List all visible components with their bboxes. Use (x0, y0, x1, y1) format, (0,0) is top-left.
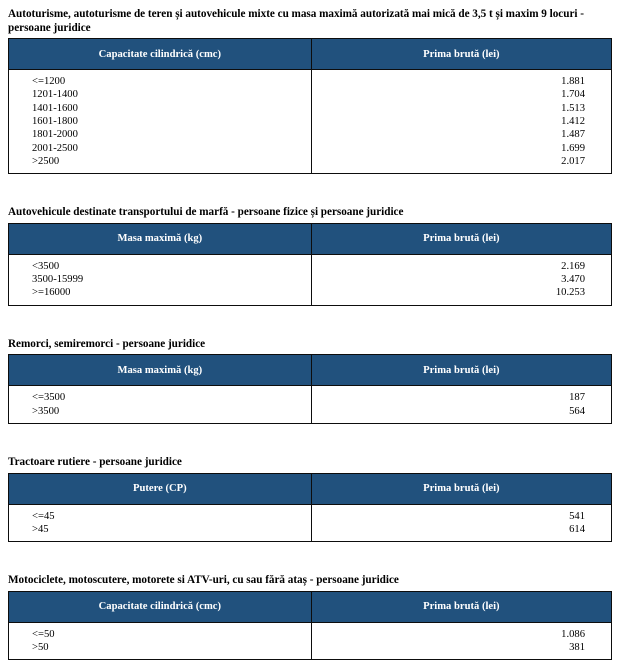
rate-section-freight-vehicles (0, 206, 620, 305)
premium-value: 564 (569, 405, 585, 417)
premium-value: 2.017 (561, 155, 585, 167)
table-row (9, 622, 612, 660)
section-spacer (0, 542, 620, 574)
premium-value: 614 (569, 523, 585, 535)
rate-table (8, 473, 612, 543)
top-spacer (0, 0, 620, 8)
criterion-value: <=3500 (32, 392, 66, 404)
section-spacer (0, 424, 620, 456)
criterion-value: >45 (32, 523, 49, 535)
premium-value: 381 (569, 642, 585, 654)
premium-cell-group (311, 504, 611, 542)
premium-value: 3.470 (561, 274, 585, 286)
table-row (9, 386, 612, 424)
column-header-premium: Prima brută (lei) (311, 473, 611, 504)
premium-value: 1.086 (561, 628, 585, 640)
premium-value: 1.704 (561, 89, 585, 101)
section-title: Remorci, semiremorci - persoane juridice (8, 337, 206, 350)
criterion-value: <=50 (32, 628, 55, 640)
section-spacer (0, 306, 620, 338)
rate-table (8, 38, 612, 174)
column-header-premium: Prima brută (lei) (311, 223, 611, 254)
premium-value: 1.412 (561, 116, 585, 128)
premium-value: 1.513 (561, 102, 585, 114)
criterion-cell-group (9, 254, 312, 305)
rate-table (8, 591, 612, 661)
column-header-criterion: Putere (CP) (9, 473, 312, 504)
section-spacer (0, 174, 620, 206)
criterion-value: <3500 (32, 260, 60, 272)
premium-value: 10.253 (555, 287, 585, 299)
criterion-cell-group (9, 70, 312, 174)
premium-cell-group (311, 622, 611, 660)
criterion-value: 1801-2000 (32, 129, 78, 141)
rate-section-passenger-cars (0, 8, 620, 174)
premium-value: 2.169 (561, 260, 585, 272)
criterion-value: 3500-15999 (32, 274, 84, 286)
column-header-criterion: Masa maximă (kg) (9, 223, 312, 254)
criterion-value: 2001-2500 (32, 142, 78, 154)
column-header-criterion: Capacitate cilindrică (cmc) (9, 591, 312, 622)
table-row (9, 70, 612, 174)
table-header-row (9, 473, 612, 504)
table-header-row (9, 39, 612, 70)
premium-value: 1.699 (561, 142, 585, 154)
criterion-value: >=16000 (32, 287, 71, 299)
section-title: Autoturisme, autoturisme de teren și autovehicule mixte cu masa maximă autorizată mai mică de 3,5 t și maxim 9 locuri - persoane juridice (8, 8, 584, 34)
criterion-cell-group (9, 386, 312, 424)
premium-cell-group (311, 386, 611, 424)
rate-section-road-tractors (0, 456, 620, 542)
criterion-cell-group (9, 622, 312, 660)
column-header-criterion: Capacitate cilindrică (cmc) (9, 39, 312, 70)
table-row (9, 254, 612, 305)
criterion-value: 1201-1400 (32, 89, 78, 101)
column-header-premium: Prima brută (lei) (311, 355, 611, 386)
table-header-row (9, 355, 612, 386)
section-title: Autovehicule destinate transportului de marfă - persoane fizice și persoane juridice (8, 206, 404, 219)
table-header-row (9, 591, 612, 622)
section-title: Tractoare rutiere - persoane juridice (8, 455, 182, 468)
column-header-criterion: Masa maximă (kg) (9, 355, 312, 386)
table-header-row (9, 223, 612, 254)
criterion-cell-group (9, 504, 312, 542)
rate-section-trailers (0, 338, 620, 424)
criterion-value: <=45 (32, 510, 55, 522)
criterion-value: >50 (32, 642, 49, 654)
criterion-value: <=1200 (32, 76, 66, 88)
column-header-premium: Prima brută (lei) (311, 591, 611, 622)
table-row (9, 504, 612, 542)
criterion-value: >2500 (32, 155, 60, 167)
rate-table (8, 223, 612, 306)
premium-value: 1.881 (561, 76, 585, 88)
criterion-value: 1601-1800 (32, 116, 78, 128)
criterion-value: >3500 (32, 405, 60, 417)
column-header-premium: Prima brută (lei) (311, 39, 611, 70)
section-title: Motociclete, motoscutere, motorete si ATV-uri, cu sau fără ataș - persoane juridice (8, 574, 399, 587)
criterion-value: 1401-1600 (32, 102, 78, 114)
premium-value: 1.487 (561, 129, 585, 141)
rate-table (8, 354, 612, 424)
premium-cell-group (311, 70, 611, 174)
premium-cell-group (311, 254, 611, 305)
rate-section-motorcycles (0, 574, 620, 660)
premium-value: 187 (569, 392, 585, 404)
premium-value: 541 (569, 510, 585, 522)
